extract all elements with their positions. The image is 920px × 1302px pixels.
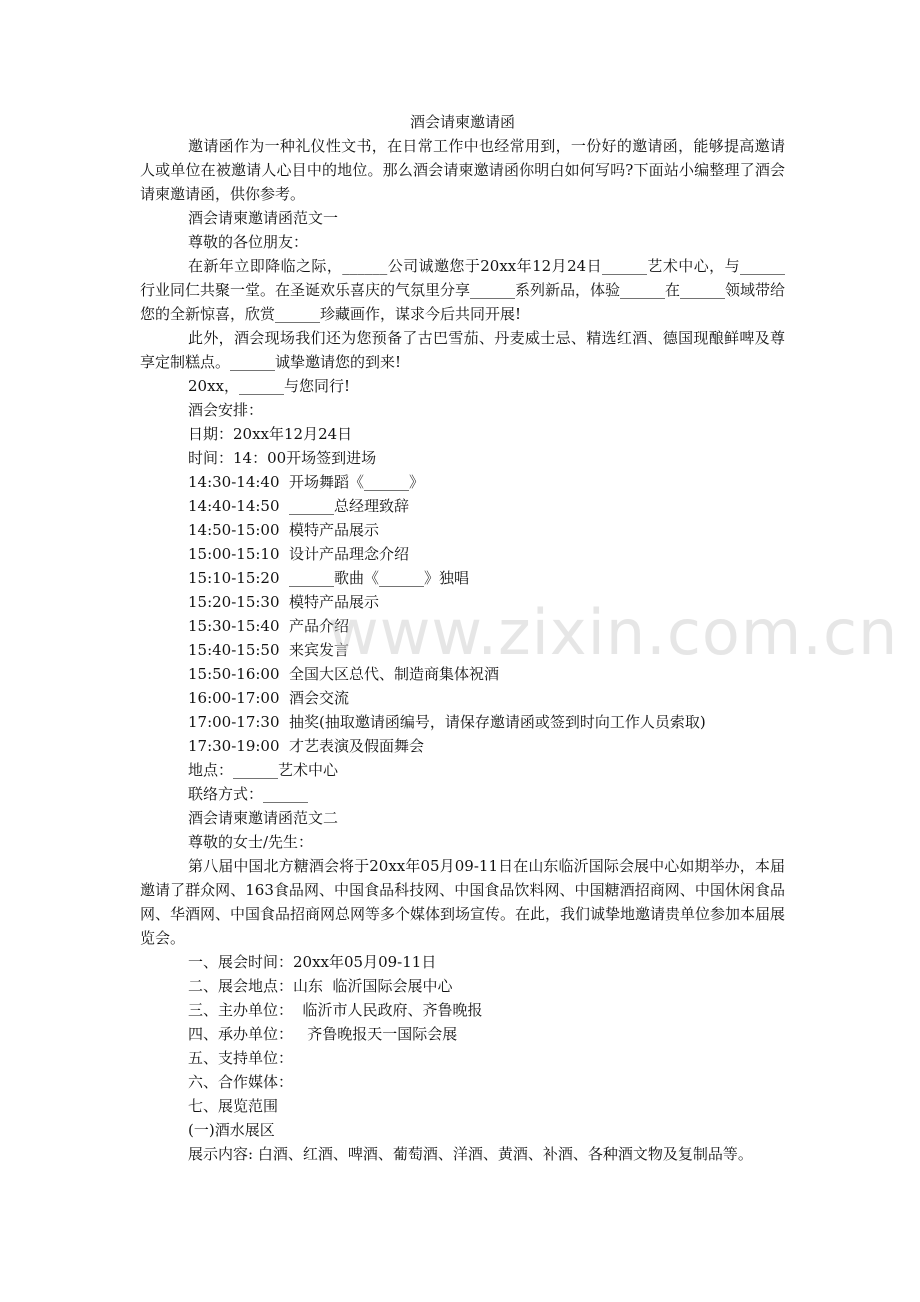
sample2-salutation: 尊敬的女士/先生： <box>188 833 314 851</box>
schedule-item: 17:00-17:30 抽奖(抽取邀请函编号，请保存邀请函或签到时向工作人员索取) <box>188 713 706 731</box>
schedule-item: 15:10-15:20 ______歌曲《______》独唱 <box>188 569 470 587</box>
sample2-paragraph-1: 第八届中国北方糖酒会将于20xx年05月09-11日在山东临沂国际会展中心如期举办，本届邀请了群众网、163食品网、中国食品科技网、中国食品饮料网、中国糖酒招商网、中国休闲食品网、华酒网、中国食品招商网总网等多个媒体到场宣传。在此，我们诚挚地邀请贵单位参加本届展览会。 <box>140 857 786 947</box>
exhibition-item: 一、展会时间：20xx年05月09-11日 <box>188 953 437 971</box>
exhibition-item: 五、支持单位： <box>188 1049 294 1067</box>
schedule-item: 15:30-15:40 产品介绍 <box>188 617 350 635</box>
exhibition-item: 七、展览范围 <box>188 1097 279 1115</box>
schedule-item: 15:20-15:30 模特产品展示 <box>188 593 380 611</box>
schedule-heading: 酒会安排： <box>188 401 264 419</box>
schedule-item: 16:00-17:00 酒会交流 <box>188 689 350 707</box>
exhibition-item: (一)酒水展区 <box>188 1121 275 1139</box>
schedule-item: 14:50-15:00 模特产品展示 <box>188 521 380 539</box>
sample1-location: 地点：______艺术中心 <box>188 761 339 779</box>
sample1-paragraph-1: 在新年立即降临之际，______公司诚邀您于20xx年12月24日______艺术中心，与______行业同仁共聚一堂。在圣诞欢乐喜庆的气氛里分享______系列新品，体验______在______领域带给您的全新惊喜，欣赏______珍藏画作，谋求今后共同开展! <box>140 257 786 323</box>
exhibit-content: 展示内容: 白酒、红酒、啤酒、葡萄酒、洋酒、黄酒、补酒、各种酒文物及复制品等。 <box>188 1145 753 1163</box>
intro-paragraph: 邀请函作为一种礼仪性文书，在日常工作中也经常用到，一份好的邀请函，能够提高邀请人或单位在被邀请人心目中的地位。那么酒会请柬邀请函你明白如何写吗?下面站小编整理了酒会请柬邀请函，供你参考。 <box>140 137 785 203</box>
schedule-date: 日期：20xx年12月24日 <box>188 425 353 443</box>
exhibition-item: 四、承办单位： 齐鲁晚报天一国际会展 <box>188 1025 458 1043</box>
sample1-paragraph-2: 此外，酒会现场我们还为您预备了古巴雪茄、丹麦威士忌、精选红酒、德国现酿鲜啤及尊享定制糕点。______诚挚邀请您的到来! <box>140 329 785 371</box>
exhibition-item: 二、展会地点：山东 临沂国际会展中心 <box>188 977 453 995</box>
sample1-heading: 酒会请柬邀请函范文一 <box>188 209 339 227</box>
schedule-item: 14:40-14:50 ______总经理致辞 <box>188 497 410 515</box>
exhibition-item: 三、主办单位： 临沂市人民政府、齐鲁晚报 <box>188 1001 483 1019</box>
sample1-sign: 20xx，______与您同行! <box>188 377 351 395</box>
watermark-text: www.zixin.com.cn <box>328 596 899 669</box>
sample1-salutation: 尊敬的各位朋友： <box>188 233 309 251</box>
sample2-heading: 酒会请柬邀请函范文二 <box>188 809 339 827</box>
schedule-item: 15:00-15:10 设计产品理念介绍 <box>188 545 410 563</box>
sample1-contact: 联络方式：______ <box>188 785 309 803</box>
schedule-item: 15:50-16:00 全国大区总代、制造商集体祝酒 <box>188 665 500 683</box>
exhibition-item: 六、合作媒体： <box>188 1073 294 1091</box>
document-title: 酒会请柬邀请函 <box>409 113 515 131</box>
schedule-item: 14:30-14:40 开场舞蹈《______》 <box>188 473 425 491</box>
schedule-time: 时间：14：00开场签到进场 <box>188 449 377 467</box>
schedule-item: 17:30-19:00 才艺表演及假面舞会 <box>188 737 425 755</box>
schedule-item: 15:40-15:50 来宾发言 <box>188 641 350 659</box>
